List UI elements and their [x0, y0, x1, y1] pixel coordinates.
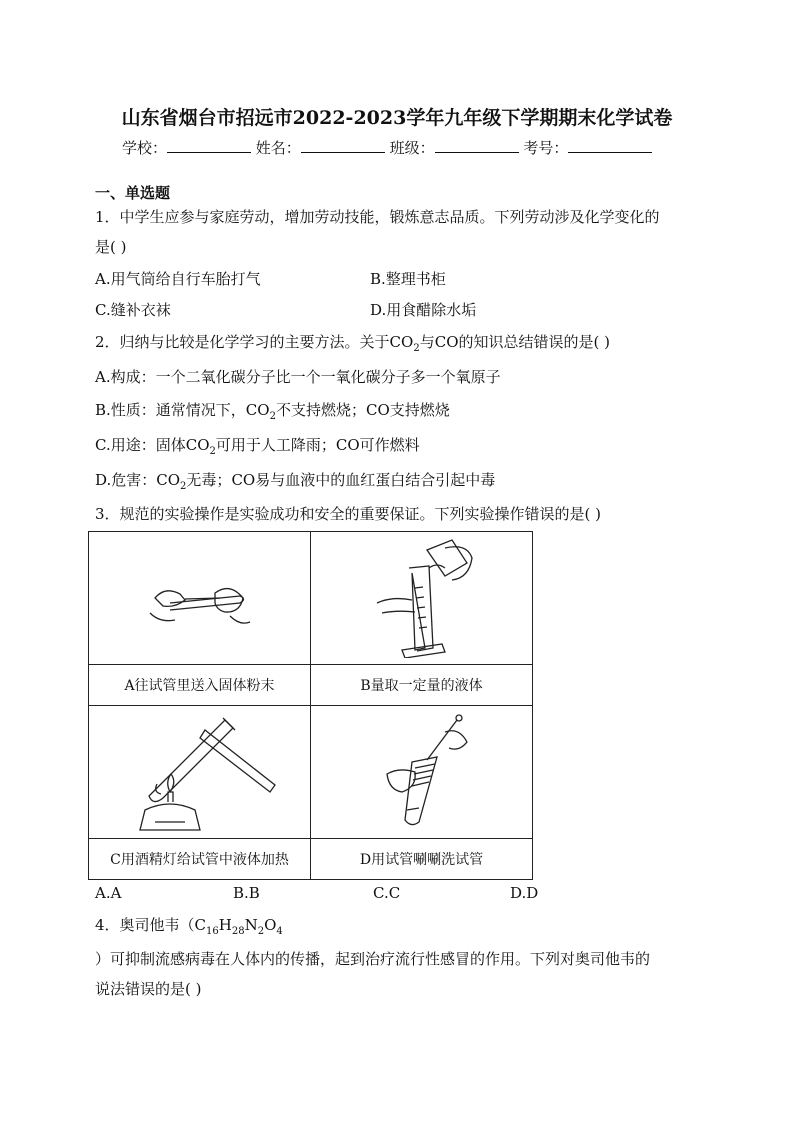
- name-label: 姓名：: [255, 139, 301, 157]
- page-title: 山东省烟台市招远市2022-2023学年九年级下学期期末化学试卷: [121, 107, 673, 129]
- q3-caption-a: A往试管里送入固体粉末: [89, 665, 311, 706]
- exam-no-label: 考号：: [523, 139, 569, 157]
- q3-option-b: B.B: [233, 884, 260, 902]
- q2-option-c: C.用途：固体$CO_2$可用于人工降雨；CO可作燃料: [95, 436, 420, 457]
- q3-operations-table: [88, 531, 533, 880]
- q3-image-b-cell: [311, 532, 533, 665]
- q1-option-a: A.用气筒给自行车胎打气: [95, 270, 261, 288]
- q1-stem-line1: 1．中学生应参与家庭劳动，增加劳动技能，锻炼意志品质。下列劳动涉及化学变化的: [95, 208, 660, 226]
- q2-stem: 2．归纳与比较是化学学习的主要方法。关于$CO_2$与CO的知识总结错误的是( ): [95, 333, 610, 354]
- class-blank: [435, 138, 519, 153]
- q3-option-c: C.C: [373, 884, 401, 902]
- q2-option-b: B.性质：通常情况下，$CO_2$不支持燃烧；CO支持燃烧: [95, 401, 450, 422]
- test-tube-powder-illustration: [145, 568, 255, 628]
- section-heading: 一、单选题: [95, 184, 171, 202]
- q1-option-b: B.整理书柜: [370, 270, 446, 288]
- test-tube-washing-illustration: [367, 712, 477, 832]
- q3-image-c-cell: [89, 706, 311, 839]
- q4-stem-line3: 说法错误的是( ): [95, 980, 202, 998]
- measuring-cylinder-illustration: [367, 538, 477, 658]
- q2-option-d: D.危害：$CO_2$无毒；CO易与血液中的血红蛋白结合引起中毒: [95, 471, 496, 492]
- q1-option-c: C.缝补衣袜: [95, 301, 171, 319]
- exam-no-blank: [568, 138, 652, 153]
- q3-image-d-cell: [311, 706, 533, 839]
- q3-caption-d: D用试管唰唰洗试管: [311, 839, 533, 880]
- oseltamivir-formula: $C_{16}H_{28}N_2O_4$: [194, 916, 283, 937]
- student-info-line: [122, 137, 652, 158]
- q4-stem-line2: ）可抑制流感病毒在人体内的传播，起到治疗流行性感冒的作用。下列对奥司他韦的: [95, 950, 651, 968]
- q3-stem: 3．规范的实验操作是实验成功和安全的重要保证。下列实验操作错误的是( ): [95, 505, 602, 523]
- alcohol-lamp-heating-illustration: [115, 710, 285, 835]
- school-blank: [167, 138, 251, 153]
- name-blank: [301, 138, 385, 153]
- q3-image-a-cell: [89, 532, 311, 665]
- q3-caption-b: B量取一定量的液体: [311, 665, 533, 706]
- q3-option-a: A.A: [95, 884, 122, 902]
- q1-stem-line2: 是( ): [95, 238, 127, 256]
- school-label: 学校：: [122, 139, 168, 157]
- q3-option-d: D.D: [510, 884, 539, 902]
- q4-stem-line1: 4．奥司他韦（$C_{16}H_{28}N_2O_4$: [95, 916, 283, 937]
- q2-option-a: A.构成：一个二氧化碳分子比一个一氧化碳分子多一个氧原子: [95, 368, 501, 386]
- class-label: 班级：: [389, 139, 435, 157]
- q1-option-d: D.用食醋除水垢: [370, 301, 477, 319]
- q3-caption-c: C用酒精灯给试管中液体加热: [89, 839, 311, 880]
